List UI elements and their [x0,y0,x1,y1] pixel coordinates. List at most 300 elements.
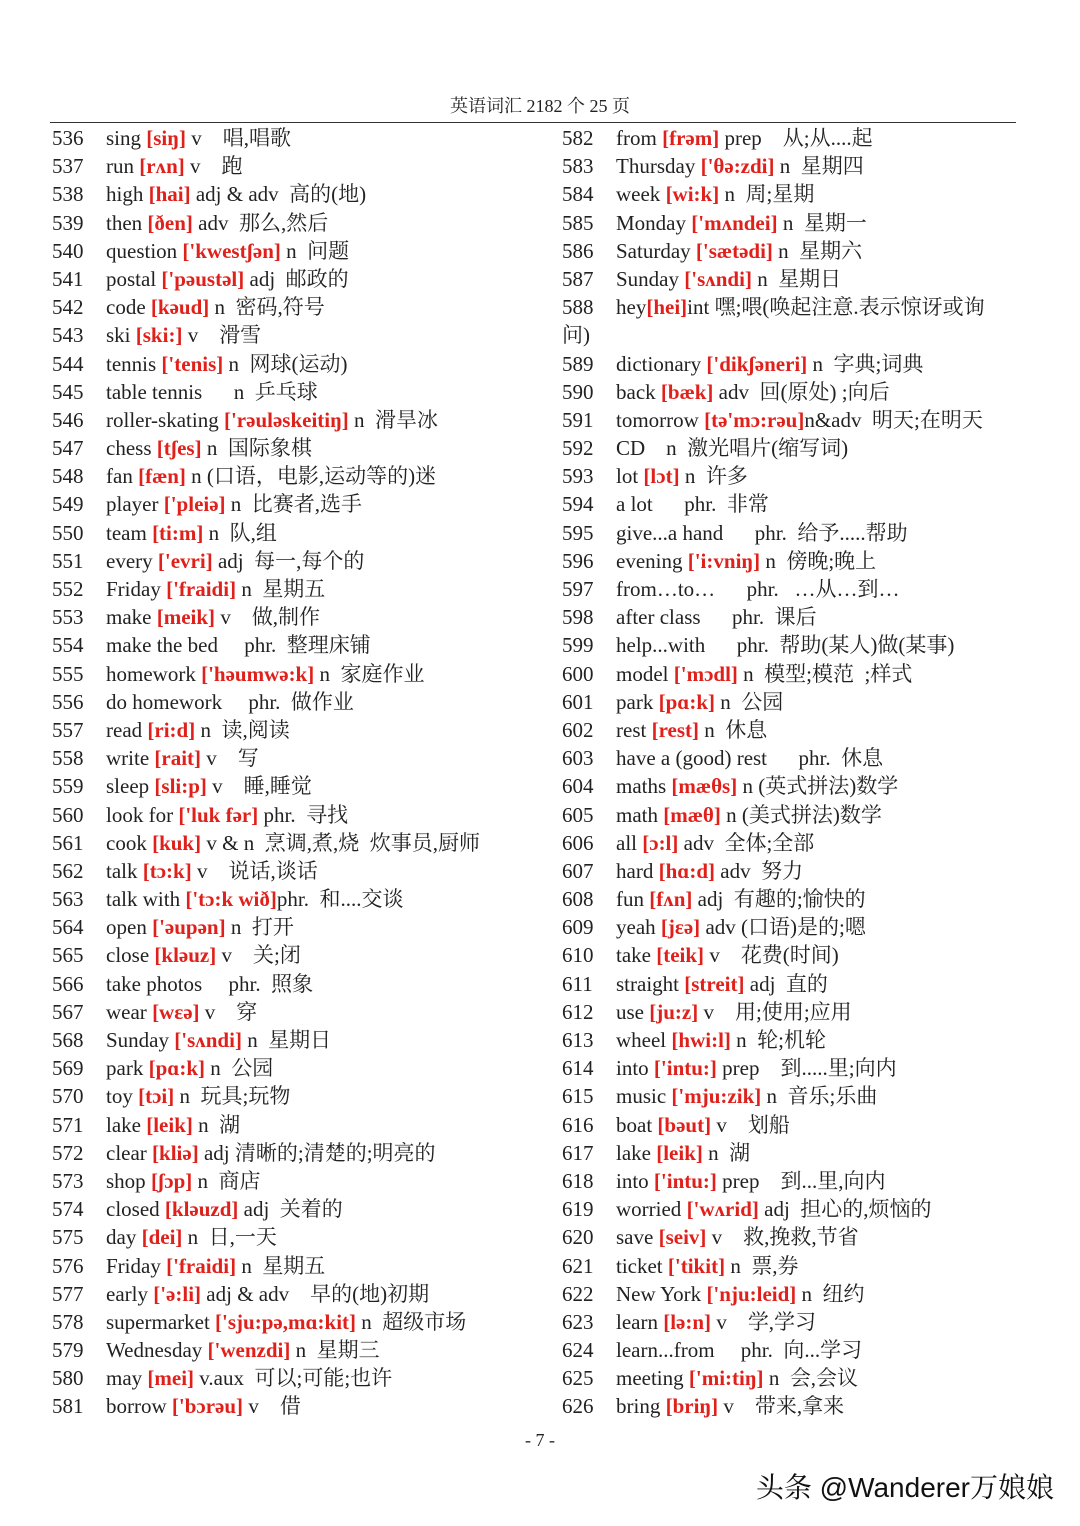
entry-phonetic: ['luk fər] [178,802,259,827]
entry-phonetic: [hwi:l] [671,1028,731,1052]
entry-meaning: adv (口语)是的;嗯 [700,915,866,940]
entry-meaning: n 滑旱冰 [348,407,439,432]
entry-number: 586 [562,238,594,263]
vocab-entry [52,209,552,237]
entry-phonetic: ['mi:tiŋ] [688,1366,764,1391]
entry-number: 623 [562,1309,594,1334]
vocab-entry [52,744,552,772]
entry-word: dictionary [616,351,707,376]
entry-number: 600 [562,661,594,686]
vocab-entry [562,1082,1022,1110]
entry-number: 615 [562,1084,594,1109]
entry-phonetic: [rest] [651,717,699,742]
entry-meaning: n 周;星期 [719,182,815,207]
entry-word: CD n 激光唱片(缩写词) [616,436,849,461]
entry-number: 567 [52,999,84,1024]
entry-phonetic: ['pəustəl] [161,266,245,291]
vocab-entry [562,575,1022,603]
entry-word: then [106,210,148,235]
entry-meaning: adj 关着的 [238,1197,343,1222]
vocab-entry [52,1167,552,1195]
entry-number: 601 [562,689,594,714]
vocab-entry [52,378,552,406]
vocab-entry [52,124,552,152]
entry-number: 619 [562,1197,594,1222]
entry-number: 624 [562,1338,594,1363]
entry-meaning: v 救,挽救,节省 [706,1225,859,1250]
entry-word: write [106,746,155,771]
entry-word: player [106,492,164,517]
entry-number: 605 [562,802,594,827]
entry-meaning: v 划船 [711,1112,790,1137]
entry-word: fan [106,464,139,489]
header-divider [50,122,1016,123]
vocab-entry [52,970,552,998]
entry-word: hard [616,858,659,883]
entry-word: roller-skating [106,407,224,432]
entry-word: sing [106,126,147,150]
entry-word: question [106,238,183,263]
entry-word: ski [106,323,136,348]
entry-phonetic: ['nju:leid] [706,1281,797,1306]
entry-phonetic: ['dikʃəneri] [706,351,808,376]
entry-phonetic: [fʌn] [649,887,693,912]
entry-meaning: n 轮;机轮 [730,1028,826,1052]
entry-word: yeah [616,915,661,940]
vocab-entry [562,1111,1022,1139]
vocab-entry [52,885,552,913]
entry-word: save [616,1225,659,1250]
entry-number: 542 [52,295,84,320]
entry-phonetic: [kləuzd] [164,1197,239,1222]
entry-meaning: v 学,学习 [711,1309,817,1334]
vocab-entry [562,1308,1022,1336]
vocab-entry [562,321,1022,349]
entry-number: 548 [52,464,84,489]
entry-word: Monday [616,210,692,235]
vocab-entry [562,857,1022,885]
entry-word: music [616,1084,672,1109]
entry-meaning: n 会,会议 [763,1366,859,1391]
entry-number: 565 [52,943,84,968]
entry-word: maths [616,774,672,799]
entry-word: park [106,1056,149,1081]
vocab-entry [562,1026,1022,1054]
entry-meaning: adj 直的 [744,971,828,996]
entry-phonetic: ['intu:] [653,1168,717,1193]
entry-meaning: phr. 给予.....帮助 [723,520,908,545]
entry-meaning: phr. 向...学习 [714,1338,863,1363]
vocab-entry [52,575,552,603]
vocab-entry [52,603,552,631]
vocab-entry [52,519,552,547]
entry-phonetic: [siŋ] [146,126,186,150]
vocab-entry [562,631,1022,659]
entry-number: 597 [562,577,594,601]
entry-meaning: phr. 照象 [202,971,314,996]
entry-meaning: n 星期一 [777,210,867,235]
entry-word: high [106,182,149,207]
entry-word: code [106,295,151,320]
entry-word: do homework [106,689,223,714]
entry-phonetic: [ɔ:l] [642,830,679,855]
entry-meaning: n (口语，电影,运动等的)迷 [185,464,437,489]
entry-number: 544 [52,351,84,376]
vocab-entry [562,998,1022,1026]
entry-number: 571 [52,1112,84,1137]
entry-word: evening [616,548,688,573]
entry-phonetic: ['wenzdi] [207,1338,291,1363]
entry-phonetic: ['tikit] [667,1253,726,1278]
entry-meaning: n 公园 [715,689,784,714]
entry-meaning: v 说话,谈话 [191,858,318,883]
entry-number: 613 [562,1028,594,1052]
entry-phonetic: [hei] [646,295,688,320]
vocab-entry [52,350,552,378]
vocab-entry [52,1111,552,1139]
vocab-entry [562,772,1022,800]
entry-phonetic: [hɑ:d] [658,858,715,883]
entry-meaning: v.aux 可以;可能;也许 [194,1366,393,1391]
entry-word: clear [106,1140,153,1165]
entry-word: boat [616,1112,658,1137]
entry-number: 608 [562,887,594,912]
entry-meaning: n 超级市场 [356,1309,467,1334]
entry-number: 618 [562,1168,594,1193]
entry-number: 576 [52,1253,84,1278]
entry-phonetic: [mæθs] [671,774,738,799]
entry-meaning: n 模型;模范 ;样式 [737,661,913,686]
entry-word: all [616,830,643,855]
entry-meaning: n 傍晚;晚上 [760,548,877,573]
entry-number: 611 [562,971,593,996]
entry-meaning: adj 有趣的;愉快的 [692,887,866,912]
entry-phonetic: [kuk] [152,830,202,855]
entry-meaning: v 花费(时间) [704,943,839,968]
entry-phonetic: ['mɔdl] [673,661,738,686]
entry-meaning: v 带来,拿来 [718,1394,845,1419]
entry-word: run [106,154,140,179]
entry-meaning: v 关;闭 [216,943,301,968]
vocab-entry [52,941,552,969]
entry-number: 561 [52,830,84,855]
entry-number: 553 [52,605,84,630]
entry-word: from [616,126,663,150]
entry-meaning: v 借 [243,1394,301,1419]
vocab-entry [562,801,1022,829]
entry-phonetic: [lə:n] [663,1309,712,1334]
entry-meaning: n 日,一天 [182,1225,277,1250]
entry-word: look for [106,802,179,827]
entry-meaning: adj 邮政的 [244,266,349,291]
entry-phonetic: [seiv] [658,1225,707,1250]
entry-meaning: adj & adv 高的(地) [190,182,367,207]
entry-phonetic: ['wʌrid] [686,1197,759,1222]
entry-word: lake [616,1140,657,1165]
entry-number: 606 [562,830,594,855]
entry-meaning: v 滑雪 [182,323,262,348]
entry-number: 617 [562,1140,594,1165]
entry-word: Friday [106,1253,167,1278]
vocab-entry [562,490,1022,518]
entry-word: chess [106,436,157,461]
entry-phonetic: [leik] [146,1112,193,1137]
entry-word: into [616,1056,654,1081]
entry-meaning: n 问题 [280,238,350,263]
entry-number: 622 [562,1281,594,1306]
vocab-entry [562,688,1022,716]
vocab-entry [52,998,552,1026]
entry-phonetic: ['ə:li] [153,1281,202,1306]
vocab-entry [52,1054,552,1082]
entry-word: lot [616,464,644,489]
entry-meaning: phr. 非常 [652,492,769,517]
entry-phonetic: [meik] [156,605,216,630]
entry-phonetic: ['mʌndei] [691,210,778,235]
entry-number: 541 [52,266,84,291]
vocab-entry [52,237,552,265]
vocab-entry [562,237,1022,265]
vocab-entry [562,744,1022,772]
vocab-entry [52,913,552,941]
entry-meaning: adj & adv 早的(地)初期 [201,1281,430,1306]
entry-word: bring [616,1394,666,1419]
entry-word: toy [106,1084,139,1109]
vocab-entry [52,801,552,829]
entry-number: 596 [562,548,594,573]
vocab-entry [52,857,552,885]
vocab-entry [562,350,1022,378]
entry-number: 551 [52,548,84,573]
vocab-entry [562,1054,1022,1082]
entry-word: closed [106,1197,165,1222]
entry-number: 554 [52,633,84,658]
entry-phonetic: [rʌn] [139,154,185,179]
entry-phonetic: [ri:d] [147,717,196,742]
entry-word: take [616,943,657,968]
vocab-entry [52,829,552,857]
entry-phonetic: [sli:p] [154,774,207,799]
entry-number: 545 [52,379,84,404]
vocab-entry [52,716,552,744]
entry-meaning: n 队,组 [203,520,277,545]
entry-meaning: n 星期六 [772,238,863,263]
entry-meaning: phr. 和....交谈 [276,887,404,912]
entry-phonetic: [ðen] [147,210,193,235]
entry-word: Sunday [106,1028,175,1052]
entry-meaning: phr. 寻找 [258,802,349,827]
vocab-entry [52,1252,552,1280]
entry-number: 556 [52,689,84,714]
vocab-entry [562,1139,1022,1167]
entry-word: math [616,802,664,827]
vocab-entry [52,1308,552,1336]
entry-meaning: n&adv 明天;在明天 [804,407,983,432]
entry-phonetic: [ʃɔp] [150,1168,193,1193]
entry-word: open [106,915,153,940]
entry-phonetic: ['i:vniŋ] [687,548,761,573]
entry-phonetic: [pɑ:k] [658,689,715,714]
vocab-entry [562,293,1022,321]
entry-word: into [616,1168,654,1193]
entry-number: 563 [52,887,84,912]
entry-meaning: prep 从;从....起 [719,126,873,150]
entry-phonetic: ['tenis] [161,351,224,376]
entry-meaning: int 嘿;喂(唤起注意.表示惊讶或询 [687,295,985,320]
entry-number: 593 [562,464,594,489]
entry-word: shop [106,1168,151,1193]
entry-word: talk [106,858,143,883]
entry-meaning: v 睡,睡觉 [206,774,312,799]
entry-number: 572 [52,1140,84,1165]
entry-meaning: adj 担心的,烦恼的 [758,1197,932,1222]
vocab-entry [52,293,552,321]
entry-word: park [616,689,659,714]
entry-phonetic: [leik] [656,1140,703,1165]
entry-meaning: n 星期日 [751,266,842,291]
entry-meaning: adv 回(原处) ;向后 [713,379,890,404]
entry-word: table tennis [106,379,203,404]
entry-number: 620 [562,1225,594,1250]
vocab-entry [52,660,552,688]
vocab-entry [562,547,1022,575]
vocab-entry [562,603,1022,631]
entry-number: 559 [52,774,84,799]
entry-word: ticket [616,1253,668,1278]
entry-number: 579 [52,1338,84,1363]
entry-phonetic: [hai] [148,182,191,207]
entry-number: 625 [562,1366,594,1391]
entry-meaning: v 穿 [199,999,258,1024]
entry-meaning: n 乒乓球 [202,379,318,404]
entry-word: lake [106,1112,147,1137]
entry-phonetic: [jεə] [660,915,701,940]
entry-word: team [106,520,153,545]
entry-number: 588 [562,295,594,320]
entry-word: postal [106,266,162,291]
entry-meaning: adv 努力 [715,858,804,883]
entry-number: 590 [562,379,594,404]
vocab-entry [562,265,1022,293]
vocab-entry [562,209,1022,237]
entry-phonetic: [kliə] [152,1140,199,1165]
vocab-entry [52,321,552,349]
entry-word: meeting [616,1366,689,1391]
entry-meaning: n 家庭作业 [314,661,425,686]
entry-meaning: n 星期三 [290,1338,380,1363]
entry-number: 582 [562,126,594,150]
entry-word: have a (good) rest [616,746,768,771]
vocab-entry [52,688,552,716]
entry-meaning: v 跑 [184,154,243,179]
vocab-entry [562,1223,1022,1251]
vocab-entry [562,180,1022,208]
entry-meaning: v 做,制作 [215,605,321,630]
entry-phonetic: [tɔ:k] [142,858,192,883]
vocab-entry [562,970,1022,998]
vocab-entry [52,1364,552,1392]
entry-number: 626 [562,1394,594,1419]
entry-word: Friday [106,577,167,601]
entry-meaning: prep 到.....里;向内 [716,1056,897,1081]
vocab-column-right [562,124,1022,1421]
entry-word: every [106,548,158,573]
entry-meaning: n (美式拼法)数学 [720,802,882,827]
entry-word: help...with [616,633,706,658]
entry-number: 540 [52,238,84,263]
entry-phonetic: [briŋ] [665,1394,719,1419]
entry-word: sleep [106,774,155,799]
vocab-entry [52,1195,552,1223]
entry-phonetic: ['kwestʃən] [182,238,281,263]
entry-word: tomorrow [616,407,705,432]
entry-word: after class [616,605,701,630]
entry-number: 573 [52,1168,84,1193]
entry-meaning: v & n 烹调,煮,烧 炊事员,厨师 [201,830,480,855]
entry-number: 612 [562,999,594,1024]
entry-number: 591 [562,407,594,432]
entry-phonetic: [kləuz] [154,943,217,968]
page-header: 英语词汇 2182 个 25 页 [450,96,630,116]
entry-word: close [106,943,155,968]
entry-word: Thursday [616,154,701,179]
entry-number: 575 [52,1225,84,1250]
entry-number: 536 [52,126,84,150]
entry-phonetic: [tɔi] [138,1084,175,1109]
entry-meaning: n 星期四 [774,154,864,179]
entry-number: 578 [52,1309,84,1334]
entry-meaning: v 用;使用;应用 [698,999,852,1024]
entry-word: hey [616,295,647,320]
vocab-entry [562,716,1022,744]
entry-number: 599 [562,633,594,658]
entry-number: 537 [52,154,84,179]
entry-meaning: n 纽约 [796,1281,865,1306]
vocab-entry [52,462,552,490]
entry-meaning: phr. 做作业 [222,689,354,714]
entry-word: back [616,379,661,404]
entry-number: 598 [562,605,594,630]
entry-phonetic: ['rəuləskeitiŋ] [223,407,349,432]
entry-meaning: n 湖 [192,1112,241,1137]
entry-phonetic: ['intu:] [653,1056,717,1081]
vocab-entry [562,1167,1022,1195]
entry-word: Saturday [616,238,696,263]
vocab-entry [52,1082,552,1110]
entry-number: 564 [52,915,84,940]
vocab-entry [562,1364,1022,1392]
entry-number: 603 [562,746,594,771]
entry-phonetic: ['pleiə] [163,492,226,517]
entry-meaning: n 星期五 [236,577,326,601]
entry-number: 580 [52,1366,84,1391]
vocab-column-left [52,124,552,1421]
vocab-entry [562,1336,1022,1364]
entry-word: early [106,1281,154,1306]
entry-word: learn [616,1309,664,1334]
entry-word: a lot [616,492,653,517]
entry-meaning: phr. 课后 [700,605,817,630]
entry-number: 607 [562,858,594,883]
entry-phonetic: [mæθ] [663,802,721,827]
vocab-entry [562,1252,1022,1280]
vocab-entry [52,1392,552,1420]
vocab-entry [562,885,1022,913]
entry-word: from…to… [616,577,716,601]
entry-phonetic: ['sʌndi] [684,266,752,291]
entry-phonetic: [bəut] [657,1112,712,1137]
entry-word: fun [616,887,650,912]
